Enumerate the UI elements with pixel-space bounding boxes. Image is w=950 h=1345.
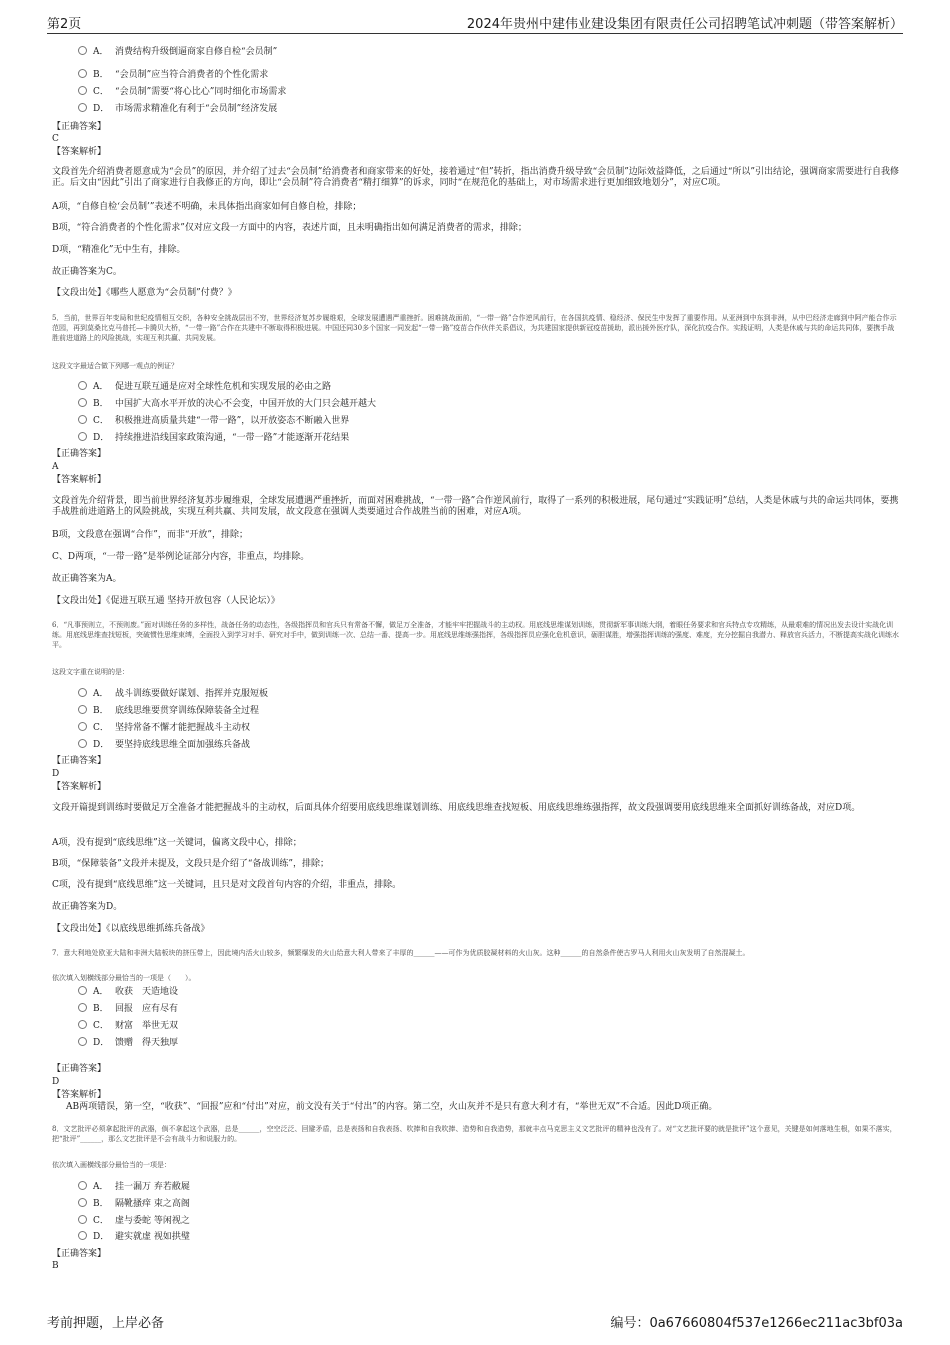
radio-icon[interactable]: [78, 86, 87, 95]
q7-analysis-label: 【答案解析】: [52, 1090, 107, 1100]
q6-analysis-c: C项，没有提到“底线思维”这一关键词，且只是对文段首句内容的介绍，非重点，排除。: [52, 880, 402, 890]
q8-option-b[interactable]: B． 隔靴搔痒 束之高阁: [78, 1198, 190, 1210]
q6-analysis-a: A项，没有提到“底线思维”这一关键词，偏离文段中心，排除；: [52, 838, 302, 848]
q5-analysis-cd: C、D两项，“一带一路”是举例论证部分内容，非重点，均排除。: [52, 552, 310, 562]
q7-option-d[interactable]: D． 馈赠 得天独厚: [78, 1037, 178, 1049]
q6-answer: D: [52, 769, 60, 779]
q8-option-c[interactable]: C． 虚与委蛇 等闲视之: [78, 1215, 190, 1227]
page-number: 第2页: [47, 17, 82, 32]
q7-stem: 7．意大利地处欧亚大陆和非洲大陆板块的挤压带上，因此境内活火山较多，频繁爆发的火山给意大利人带来了丰厚的______——可作为优质胶凝材料的火山灰。这种______的自然条件使古罗马人利用火山灰发明了自然混凝土。: [52, 949, 750, 957]
q5-option-a[interactable]: A． 促进互联互通是应对全球性危机和实现发展的必由之路: [78, 381, 331, 393]
page-header: [47, 11, 903, 34]
radio-icon[interactable]: [78, 1181, 87, 1190]
q4-analysis-b: B项，“符合消费者的个性化需求”仅对应文段一方面中的内容，表述片面，且未明确指出如何满足消费者的需求，排除；: [52, 223, 527, 233]
q8-option-a[interactable]: A． 挂一漏万 弃若敝屣: [78, 1181, 190, 1193]
q4-conclusion: 故正确答案为C。: [52, 267, 122, 277]
q6-option-b[interactable]: B． 底线思维要贯穿训练保障装备全过程: [78, 705, 259, 717]
q6-answer-label: 【正确答案】: [52, 756, 107, 766]
radio-icon[interactable]: [78, 415, 87, 424]
radio-icon[interactable]: [78, 688, 87, 697]
radio-icon[interactable]: [78, 1037, 87, 1046]
page-footer: [47, 1312, 903, 1332]
q8-prompt: 依次填入画横线部分最恰当的一项是：: [52, 1161, 171, 1169]
q5-answer: A: [52, 462, 59, 472]
q4-option-c[interactable]: C． “会员制”需要“将心比心”同时细化市场需求: [78, 86, 286, 98]
q5-option-d[interactable]: D． 持续推进沿线国家政策沟通，“一带一路”才能逐渐开花结果: [78, 432, 349, 444]
q4-analysis-label: 【答案解析】: [52, 147, 107, 157]
q5-option-c[interactable]: C． 积极推进高质量共建“一带一路”，以开放姿态不断融入世界: [78, 415, 349, 427]
radio-icon[interactable]: [78, 739, 87, 748]
q6-prompt: 这段文字重在说明的是：: [52, 668, 129, 676]
q5-prompt: 这段文字最适合做下列哪一观点的例证？: [52, 362, 178, 370]
q6-analysis: 文段开篇提到训练时要做足万全准备才能把握战斗的主动权，后面具体介绍要用底线思维谋划训练、用底线思维查找短板、用底线思维练强指挥，故文段强调要用底线思维来全面抓好训练备战，对应D项。: [52, 803, 861, 813]
q5-stem: 5．当前，世界百年变局和世纪疫情相互交织，各种安全挑战层出不穷，世界经济复苏步履维艰，全球发展遭遇严重挫折。困难挑战面前，“一带一路”合作逆风前行，在各国抗疫情、稳经济、保民生中发挥了重要作用。从亚洲到中东到非洲，从中巴经济走廊到中阿产能合作示范园，再到莫桑比克马普托—卡腾贝大桥，“一带一路”合作在共建中不断取得积极进展。中国还同30多个国家一同发起“一带一路”疫苗合作伙伴关系倡议，为共建国家提供新冠疫苗援助，派出援外医疗队，深化抗疫合作。实践证明，人类是休戚与共的命运共同体，要携手战胜前进道路上的风险挑战，实现互利共赢、共同发展。: [52, 314, 897, 342]
document-id: 编号：0a67660804f537e1266ec211ac3bf03a: [610, 1316, 903, 1331]
radio-icon[interactable]: [78, 1020, 87, 1029]
q4-analysis-d: D项，“精准化”无中生有，排除。: [52, 245, 186, 255]
q5-analysis-label: 【答案解析】: [52, 475, 107, 485]
radio-icon[interactable]: [78, 46, 87, 55]
q5-option-b[interactable]: B． 中国扩大高水平开放的决心不会变，中国开放的大门只会越开越大: [78, 398, 376, 410]
q6-source: 【文段出处】《以底线思维抓练兵备战》: [52, 924, 210, 934]
q5-conclusion: 故正确答案为A。: [52, 574, 122, 584]
q6-option-a[interactable]: A． 战斗训练要做好谋划、指挥并克服短板: [78, 688, 268, 700]
q6-stem: 6．“凡事预则立，不预则废。”面对训练任务的多样性，战备任务的动态性，各级指挥员和官兵只有常备不懈，做足万全准备，才能牢牢把握战斗的主动权。用底线思维谋划训练，贯彻新军事训练大纲，着眼任务要求和官兵特点专攻精练，从最艰难的情况出发去设计实战化训练。用底线思维查找短板，突破惯性思维束缚，全面投入到学习对手、研究对手中，做到训练一次、总结一番、提高一步。用底线思维练强指挥，各级指挥员应强化危机意识，砺胆谋胜，增强指挥训练的强度、难度，充分挖掘自我潜力、释放官兵活力，不断提高实战化训练水平。: [52, 621, 899, 649]
q6-option-d[interactable]: D． 要坚持底线思维全面加强练兵备战: [78, 739, 250, 751]
radio-icon[interactable]: [78, 69, 87, 78]
q5-analysis: 文段首先介绍背景，即当前世界经济复苏步履维艰，全球发展遭遇严重挫折，而面对困难挑战，“一带一路”合作逆风前行，取得了一系列的积极进展，尾句通过“实践证明”总结，人类是休戚与共的命运共同体，要携手战胜前进道路上的风险挑战，实现互利共赢、共同发展，故文段意在强调人类要通过合作战胜当前的困难，对应A项。: [52, 496, 899, 517]
q4-answer-label: 【正确答案】: [52, 122, 107, 132]
q6-conclusion: 故正确答案为D。: [52, 902, 123, 912]
radio-icon[interactable]: [78, 986, 87, 995]
q7-option-c[interactable]: C． 财富 举世无双: [78, 1020, 178, 1032]
radio-icon[interactable]: [78, 381, 87, 390]
q4-option-b[interactable]: B． “会员制”应当符合消费者的个性化需求: [78, 69, 268, 81]
q6-option-c[interactable]: C． 坚持常备不懈才能把握战斗主动权: [78, 722, 250, 734]
q4-option-d[interactable]: D． 市场需求精准化有利于“会员制”经济发展: [78, 103, 277, 115]
q7-analysis: AB两项错误，第一空，“收获”、“回报”应和“付出”对应，前文没有关于“付出”的内容。第二空，火山灰并不是只有意大利才有，“举世无双”不合适。因此D项正确。: [66, 1102, 718, 1112]
q6-analysis-label: 【答案解析】: [52, 782, 107, 792]
radio-icon[interactable]: [78, 103, 87, 112]
q7-prompt: 依次填入划横线部分最恰当的一项是（ ）。: [52, 974, 196, 982]
q8-answer-label: 【正确答案】: [52, 1249, 107, 1259]
q7-answer-label: 【正确答案】: [52, 1064, 107, 1074]
q5-analysis-b: B项，文段意在强调“合作”，而非“开放”，排除；: [52, 530, 249, 540]
q7-option-a[interactable]: A． 收获 天造地设: [78, 986, 178, 998]
footer-slogan: 考前押题，上岸必备: [47, 1316, 165, 1331]
radio-icon[interactable]: [78, 1231, 87, 1240]
radio-icon[interactable]: [78, 1003, 87, 1012]
q8-answer: B: [52, 1261, 59, 1271]
q4-answer: C: [52, 134, 59, 144]
radio-icon[interactable]: [78, 705, 87, 714]
radio-icon[interactable]: [78, 722, 87, 731]
radio-icon[interactable]: [78, 1215, 87, 1224]
document-title: 2024年贵州中建伟业建设集团有限责任公司招聘笔试冲刺题（带答案解析）: [466, 17, 903, 32]
q8-stem: 8．文艺批评必须拿起批评的武器，倘不拿起这个武器，总是______，空空泛泛、回避矛盾，总是表扬和自我表扬、吹捧和自我吹捧、造势和自我造势，那就丰点马克思主义文艺批评的精神也没有了。对“文艺批评要的就是批评”这个意见，关键是如何落地生根，如果不落实，把“批评”______，那么文艺批评是不会有战斗力和说服力的。: [52, 1125, 897, 1143]
q7-option-b[interactable]: B． 回报 应有尽有: [78, 1003, 178, 1015]
q6-analysis-b: B项，“保障装备”文段并未提及，文段只是介绍了“备战训练”，排除；: [52, 859, 330, 869]
q4-analysis-a: A项，“自修自检‘会员制’”表述不明确，未具体指出商家如何自修自检，排除；: [52, 202, 362, 212]
q8-option-d[interactable]: D． 避实就虚 视如拱璧: [78, 1231, 190, 1243]
q4-source: 【文段出处】《哪些人愿意为“会员制”付费？》: [52, 288, 237, 298]
q5-answer-label: 【正确答案】: [52, 449, 107, 459]
q4-analysis: 文段首先介绍消费者愿意成为“会员”的原因，并介绍了过去“会员制”给消费者和商家带来的好处，接着通过“但”转折，指出消费升级导致“会员制”边际效益降低，之后通过“所以”引出结论，强调商家需要进行自我修正。后文由“因此”引出了商家进行自我修正的方向，即让“会员制”符合消费者“精打细算”的诉求，同时“在规范化的基础上，对市场需求进行更加细致地划分”，对应C项。: [52, 167, 900, 188]
q4-option-a[interactable]: A． 消费结构升级倒逼商家自修自检“会员制”: [78, 46, 277, 58]
radio-icon[interactable]: [78, 432, 87, 441]
q7-answer: D: [52, 1077, 60, 1087]
radio-icon[interactable]: [78, 1198, 87, 1207]
radio-icon[interactable]: [78, 398, 87, 407]
q5-source: 【文段出处】《促进互联互通 坚持开放包容（人民论坛）》: [52, 596, 280, 606]
